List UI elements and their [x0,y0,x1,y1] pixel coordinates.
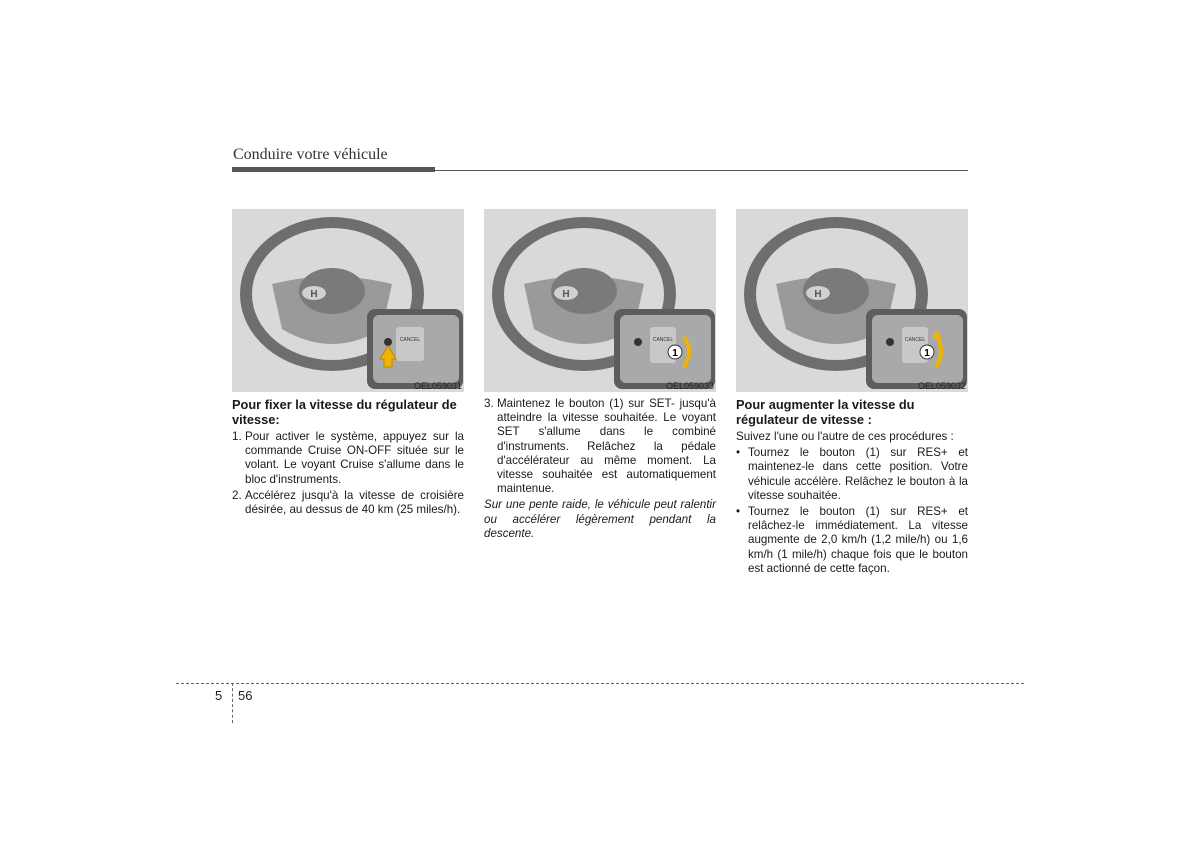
steering-wheel-illustration [232,209,464,392]
chapter-number: 5 [215,688,223,703]
column-set-button [484,397,716,541]
section-title: Conduire votre véhicule [233,146,388,163]
bullet: • [736,505,741,519]
list-item [736,446,968,503]
svg-text:H: H [562,289,570,300]
intro-text: Suivez l'une ou l'autre de ces procédures : [736,430,954,443]
section-heading: Pour augmenter la vitesse du régulateur de vitesse : [736,397,915,427]
header-rule-thin [435,170,968,171]
figure-set-speed [484,209,716,392]
header-rule-thick [232,167,435,172]
step-text: Pour activer le système, appuyez sur la commande Cruise ON-OFF située sur le volant. Le voyant Cruise s'allume dans le bloc d'instruments. [245,430,464,486]
figure-code: OEL059033 [665,381,714,391]
svg-text:1: 1 [924,348,930,359]
steering-wheel-illustration [736,209,968,392]
svg-text:CANCEL: CANCEL [652,337,674,343]
figure-code: OEL059031 [413,381,462,391]
footer-rule [176,683,1024,684]
bullet-list [736,446,968,576]
section-heading: Pour fixer la vitesse du régulateur de vitesse: [232,397,457,427]
column-set-speed [232,397,464,519]
figure-code: OEL059032 [917,381,966,391]
svg-text:1: 1 [672,348,678,359]
footer-divider [232,683,233,723]
list-item [736,505,968,576]
list-item [232,430,464,487]
step-number: 3. [484,397,494,410]
figure-set-cruise-on [232,209,464,392]
list-item [232,489,464,517]
step-number: 1. [232,430,242,443]
step-number: 2. [232,488,242,502]
steering-wheel-illustration [484,209,716,392]
italic-note: Sur une pente raide, le véhicule peut ralentir ou accélérer légèrement pendant la descente. [484,498,716,540]
svg-text:CANCEL: CANCEL [904,337,926,343]
numbered-steps [484,397,716,496]
page-number: 56 [238,688,253,703]
svg-text:H: H [814,289,822,300]
numbered-steps [232,430,464,517]
column-increase-speed [736,397,968,578]
list-item [484,397,716,496]
svg-text:CANCEL: CANCEL [399,337,421,343]
bullet-text: Tournez le bouton (1) sur RES+ et relâchez-le immédiatement. La vitesse augmente de 2,0 km/h (1,2 mile/h) ou 1,6 km/h (1 mile/h) chaque fois que le bouton est actionné de cette façon. [748,505,968,575]
svg-text:H: H [310,289,318,300]
figure-increase-speed [736,209,968,392]
bullet: • [736,446,741,460]
bullet-text: Tournez le bouton (1) sur RES+ et maintenez-le dans cette position. Votre véhicule accélère. Relâchez le bouton à la vitesse souhaitée. [748,446,968,502]
step-text: Accélérez jusqu'à la vitesse de croisière désirée, au dessus de 40 km (25 miles/h). [245,488,464,517]
step-text: Maintenez le bouton (1) sur SET- jusqu'à atteindre la vitesse souhaitée. Le voyant SET s'allume dans le combiné d'instruments. Relâchez la pédale d'accélérateur au même moment. La vitesse souhaitée est automatiquement maintenue. [497,397,716,496]
